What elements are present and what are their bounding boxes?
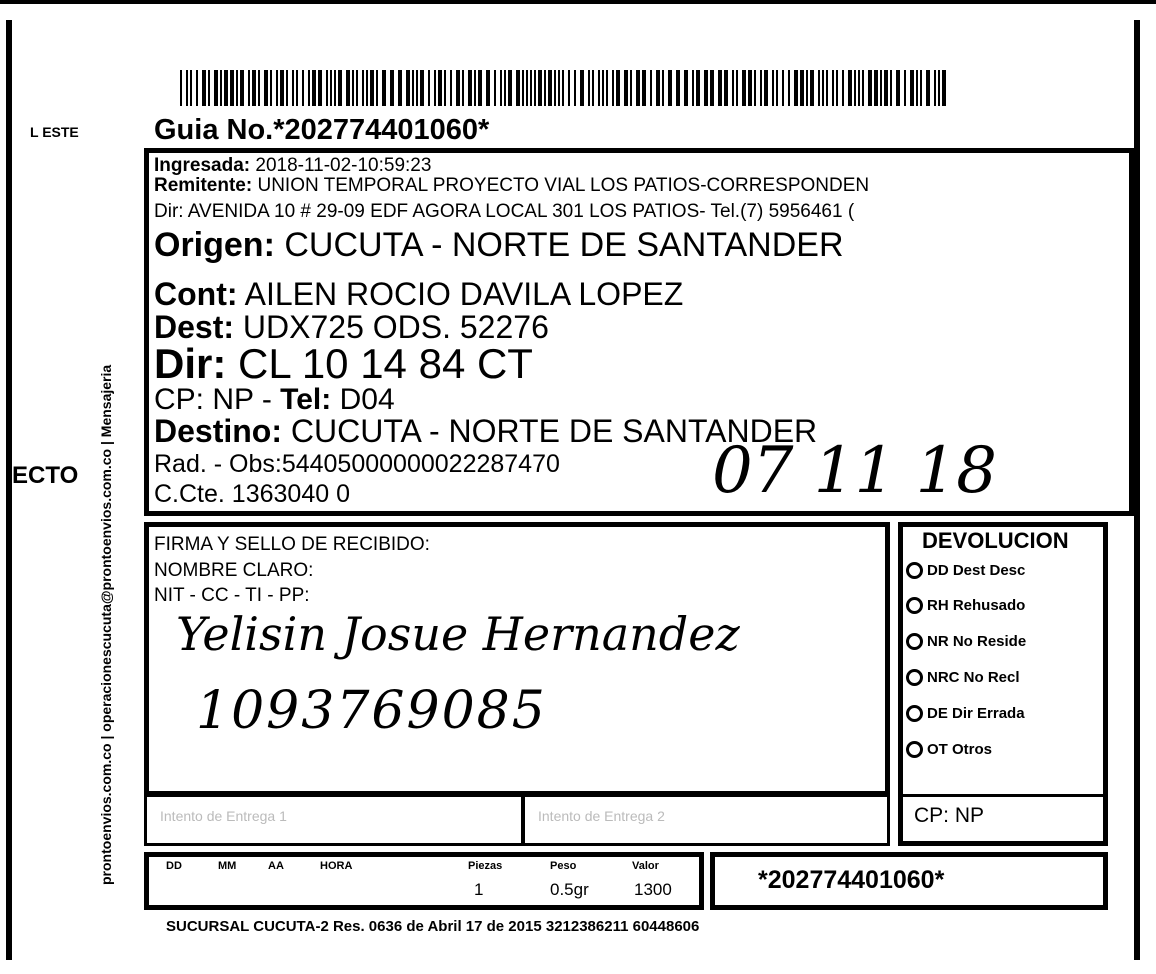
barcode-bar bbox=[526, 70, 528, 106]
barcode-bar bbox=[270, 70, 272, 106]
origen-label: Origen: bbox=[154, 226, 275, 264]
barcode-bar bbox=[326, 70, 328, 106]
ingresada-value: 2018-11-02-10:59:23 bbox=[255, 155, 432, 176]
recipient-dir-value: CL 10 14 84 CT bbox=[238, 340, 533, 387]
ingresada-line bbox=[154, 156, 431, 175]
radio-circle-icon bbox=[906, 597, 923, 614]
handwritten-date: 07 11 18 bbox=[712, 434, 997, 508]
barcode-bar bbox=[836, 70, 838, 106]
barcode-bar bbox=[494, 70, 496, 106]
barcode-bar bbox=[794, 70, 798, 106]
barcode-bar bbox=[186, 70, 188, 106]
radio-circle-icon bbox=[906, 562, 923, 579]
scan-edge-left bbox=[6, 20, 12, 960]
barcode-bar bbox=[264, 70, 268, 106]
barcode-bar bbox=[884, 70, 888, 106]
barcode-bar bbox=[818, 70, 820, 106]
barcode-bar bbox=[696, 70, 700, 106]
footer-valor-value: 1300 bbox=[634, 880, 672, 899]
barcode-bar bbox=[292, 70, 294, 106]
barcode-bar bbox=[456, 70, 460, 106]
barcode-bar bbox=[854, 70, 856, 106]
barcode-bar bbox=[710, 70, 714, 106]
barcode-bar bbox=[810, 70, 814, 106]
barcode-bar bbox=[538, 70, 542, 106]
cont-value: AILEN ROCIO DAVILA LOPEZ bbox=[244, 276, 684, 312]
dest-value: UDX725 ODS. 52276 bbox=[242, 309, 549, 345]
barcode-bar bbox=[772, 70, 774, 106]
barcode-bar bbox=[650, 70, 652, 106]
barcode-bar bbox=[478, 70, 482, 106]
devolucion-option-label: NR No Reside bbox=[927, 633, 1027, 650]
barcode-bar bbox=[636, 70, 640, 106]
barcode-bar bbox=[616, 70, 620, 106]
signature-line-3: NIT - CC - TI - PP: bbox=[154, 585, 310, 606]
barcode-bar bbox=[832, 70, 834, 106]
barcode-bar bbox=[406, 70, 410, 106]
barcode-bar bbox=[382, 70, 386, 106]
barcode-bar bbox=[236, 70, 238, 106]
remitente-label: Remitente: bbox=[154, 175, 253, 196]
barcode-bar bbox=[624, 70, 628, 106]
attempt-1-label: Intento de Entrega 1 bbox=[160, 808, 287, 824]
barcode-bar bbox=[356, 70, 358, 106]
barcode-bar bbox=[296, 70, 298, 106]
devolucion-option-ot[interactable] bbox=[906, 741, 992, 758]
barcode-bar bbox=[416, 70, 418, 106]
barcode-bar bbox=[754, 70, 756, 106]
barcode-bar bbox=[534, 70, 536, 106]
barcode-bar bbox=[434, 70, 436, 106]
barcode-bar bbox=[602, 70, 604, 106]
barcode-bar bbox=[224, 70, 228, 106]
scan-edge-right bbox=[1134, 20, 1140, 960]
barcode-bar bbox=[776, 70, 778, 106]
remitente-line bbox=[154, 176, 869, 196]
cont-line bbox=[154, 277, 683, 311]
barcode-bar bbox=[500, 70, 502, 106]
barcode-bar bbox=[574, 70, 576, 106]
tel-label: Tel: bbox=[280, 383, 332, 416]
signature-line-1: FIRMA Y SELLO DE RECIBIDO: bbox=[154, 534, 430, 555]
barcode-bar bbox=[764, 70, 768, 106]
footer-header-aa: AA bbox=[268, 860, 284, 872]
barcode-bar bbox=[732, 70, 734, 106]
barcode-bar bbox=[516, 70, 520, 106]
barcode-bar bbox=[468, 70, 472, 106]
recipient-dir-label: Dir: bbox=[154, 340, 227, 387]
edge-label-middle: ECTO bbox=[12, 462, 79, 489]
barcode-bar bbox=[760, 70, 762, 106]
barcode-bar bbox=[486, 70, 490, 106]
devolucion-divider bbox=[898, 794, 1108, 797]
barcode-bar bbox=[428, 70, 430, 106]
barcode-bar bbox=[718, 70, 722, 106]
barcode-bar bbox=[668, 70, 672, 106]
barcode-bar bbox=[848, 70, 852, 106]
sender-address: Dir: AVENIDA 10 # 29-09 EDF AGORA LOCAL 301 LOS PATIOS- Tel.(7) 5956461 ( bbox=[154, 201, 855, 222]
ingresada-label: Ingresada: bbox=[154, 155, 251, 176]
devolucion-cp: CP: NP bbox=[914, 804, 985, 827]
barcode-bar bbox=[240, 70, 244, 106]
barcode-bar bbox=[504, 70, 506, 106]
barcode-bar bbox=[398, 70, 402, 106]
barcode-bar bbox=[522, 70, 524, 106]
barcode-bar bbox=[806, 70, 808, 106]
edge-label-top: L ESTE bbox=[30, 124, 79, 140]
barcode-bar bbox=[842, 70, 844, 106]
barcode-bar bbox=[196, 70, 198, 106]
barcode-bar bbox=[376, 70, 378, 106]
origen-value: CUCUTA - NORTE DE SANTANDER bbox=[284, 226, 844, 264]
barcode-bar bbox=[800, 70, 804, 106]
barcode-bar bbox=[252, 70, 256, 106]
devolucion-option-label: RH Rehusado bbox=[927, 597, 1026, 614]
barcode-bar bbox=[248, 70, 250, 106]
barcode-bar bbox=[704, 70, 708, 106]
barcode-bar bbox=[606, 70, 608, 106]
barcode-bar bbox=[874, 70, 878, 106]
barcode-bar bbox=[676, 70, 680, 106]
barcode-bar bbox=[558, 70, 560, 106]
barcode-bar bbox=[346, 70, 350, 106]
barcode-bar bbox=[438, 70, 442, 106]
footer-header-peso: Peso bbox=[550, 860, 577, 872]
guide-label: Guia No. bbox=[154, 114, 274, 146]
barcode-bar bbox=[684, 70, 688, 106]
barcode-bar bbox=[742, 70, 746, 106]
radio-circle-icon bbox=[906, 633, 923, 650]
dest-label: Dest: bbox=[154, 309, 235, 345]
radio-circle-icon bbox=[906, 705, 923, 722]
barcode-bar bbox=[862, 70, 864, 106]
footer-header-valor: Valor bbox=[632, 860, 659, 872]
barcode-bar bbox=[934, 70, 936, 106]
barcode-bar bbox=[180, 70, 182, 106]
barcode-bar bbox=[330, 70, 332, 106]
barcode-bar bbox=[904, 70, 906, 106]
footer-peso-value: 0.5gr bbox=[550, 880, 589, 899]
radio-circle-icon bbox=[906, 741, 923, 758]
devolucion-option-de[interactable] bbox=[906, 705, 1025, 722]
barcode-bar bbox=[280, 70, 284, 106]
devolucion-option-nr[interactable] bbox=[906, 633, 1026, 650]
barcode-bar bbox=[444, 70, 446, 106]
origen-line bbox=[154, 226, 844, 264]
barcode-bar bbox=[822, 70, 824, 106]
barcode-bar bbox=[562, 70, 564, 106]
barcode-bar bbox=[588, 70, 590, 106]
guide-line bbox=[154, 114, 489, 147]
barcode-bar bbox=[190, 70, 192, 106]
barcode-bar bbox=[318, 70, 322, 106]
tel-value: D04 bbox=[339, 383, 395, 416]
barcode-bar bbox=[662, 70, 664, 106]
devolucion-option-dd[interactable] bbox=[906, 562, 1025, 579]
barcode-bar bbox=[724, 70, 728, 106]
devolucion-option-label: OT Otros bbox=[927, 741, 993, 758]
devolucion-option-label: DD Dest Desc bbox=[927, 562, 1026, 579]
barcode-bar bbox=[258, 70, 260, 106]
barcode-bar bbox=[220, 70, 222, 106]
barcode-bar bbox=[548, 70, 552, 106]
scan-edge-top bbox=[0, 0, 1156, 4]
barcode-bar bbox=[352, 70, 354, 106]
footer-header-dd: DD bbox=[166, 860, 182, 872]
footer-guide-number: *202774401060* bbox=[758, 866, 945, 894]
barcode-bar bbox=[230, 70, 234, 106]
barcode-bar bbox=[544, 70, 546, 106]
barcode-bar bbox=[826, 70, 828, 106]
footer-header-hora: HORA bbox=[320, 860, 353, 872]
barcode-bar bbox=[736, 70, 738, 106]
cp-value: CP: NP - bbox=[154, 383, 281, 416]
barcode-bar bbox=[208, 70, 210, 106]
barcode-bar bbox=[692, 70, 694, 106]
barcode-bar bbox=[916, 70, 918, 106]
branch-resolution-line: SUCURSAL CUCUTA-2 Res. 0636 de Abril 17 de 2015 3212386211 60448606 bbox=[166, 918, 700, 935]
barcode-bar bbox=[308, 70, 310, 106]
radio-circle-icon bbox=[906, 669, 923, 686]
barcode-bar bbox=[868, 70, 872, 106]
destino-label: Destino: bbox=[154, 413, 282, 449]
recipient-dir-line bbox=[154, 342, 533, 386]
barcode-bar bbox=[890, 70, 892, 106]
barcode-bar bbox=[312, 70, 316, 106]
devolucion-title: DEVOLUCION bbox=[922, 528, 1069, 553]
barcode-bar bbox=[390, 70, 394, 106]
barcode-bar bbox=[910, 70, 914, 106]
barcode-bar bbox=[938, 70, 940, 106]
barcode-bar bbox=[462, 70, 464, 106]
dest-line bbox=[154, 310, 549, 344]
devolucion-option-label: DE Dir Errada bbox=[927, 705, 1025, 722]
barcode-bar bbox=[530, 70, 532, 106]
side-contact-text: prontoenvios.com.co | operacionescucuta@prontoenvios.com.co | Mensajeria bbox=[98, 364, 114, 885]
barcode-bar bbox=[942, 70, 946, 106]
devolucion-option-rh[interactable] bbox=[906, 597, 1025, 614]
barcode-bar bbox=[598, 70, 600, 106]
barcode-bar bbox=[508, 70, 512, 106]
barcode-bar bbox=[412, 70, 414, 106]
barcode-bar bbox=[214, 70, 218, 106]
barcode-bar bbox=[630, 70, 632, 106]
barcode-bar bbox=[612, 70, 614, 106]
cont-label: Cont: bbox=[154, 276, 238, 312]
barcode-bar bbox=[568, 70, 570, 106]
barcode-bar bbox=[450, 70, 452, 106]
barcode-bar bbox=[370, 70, 374, 106]
barcode-bar bbox=[580, 70, 584, 106]
attempt-2-label: Intento de Entrega 2 bbox=[538, 808, 665, 824]
barcode-bar bbox=[788, 70, 790, 106]
barcode-bar bbox=[926, 70, 930, 106]
cp-tel-line bbox=[154, 384, 395, 416]
barcode-bar bbox=[286, 70, 288, 106]
barcode-bar bbox=[276, 70, 278, 106]
barcode-bar bbox=[896, 70, 900, 106]
footer-header-mm: MM bbox=[218, 860, 237, 872]
destino-value: CUCUTA - NORTE DE SANTANDER bbox=[290, 413, 818, 449]
barcode-bar bbox=[880, 70, 882, 106]
barcode-bar bbox=[656, 70, 660, 106]
barcode-bar bbox=[302, 70, 304, 106]
devolucion-option-nrc[interactable] bbox=[906, 669, 1020, 686]
remitente-value: UNION TEMPORAL PROYECTO VIAL LOS PATIOS-CORRESPONDEN bbox=[257, 175, 870, 196]
cte-line: C.Cte. 1363040 0 bbox=[154, 480, 350, 508]
guide-number: *202774401060* bbox=[273, 114, 490, 146]
barcode-bar bbox=[782, 70, 784, 106]
barcode-bar bbox=[202, 70, 206, 106]
footer-piezas-value: 1 bbox=[474, 880, 484, 899]
barcode-bar bbox=[334, 70, 336, 106]
devolucion-option-label: NRC No Recl bbox=[927, 669, 1020, 686]
barcode-bar bbox=[920, 70, 922, 106]
barcode-bar bbox=[748, 70, 752, 106]
barcode-bar bbox=[642, 70, 646, 106]
barcode bbox=[180, 70, 950, 106]
barcode-bar bbox=[366, 70, 368, 106]
barcode-bar bbox=[474, 70, 476, 106]
barcode-bar bbox=[420, 70, 424, 106]
barcode-bar bbox=[338, 70, 342, 106]
barcode-bar bbox=[554, 70, 556, 106]
barcode-bar bbox=[362, 70, 364, 106]
footer-header-piezas: Piezas bbox=[468, 860, 503, 872]
handwritten-name: Yelisin Josue Hernandez bbox=[176, 607, 740, 661]
signature-line-2: NOMBRE CLARO: bbox=[154, 560, 314, 581]
handwritten-id: 1093769085 bbox=[196, 681, 547, 741]
rad-line: Rad. - Obs:54405000000022287470 bbox=[154, 450, 560, 478]
barcode-bar bbox=[858, 70, 860, 106]
barcode-bar bbox=[592, 70, 594, 106]
